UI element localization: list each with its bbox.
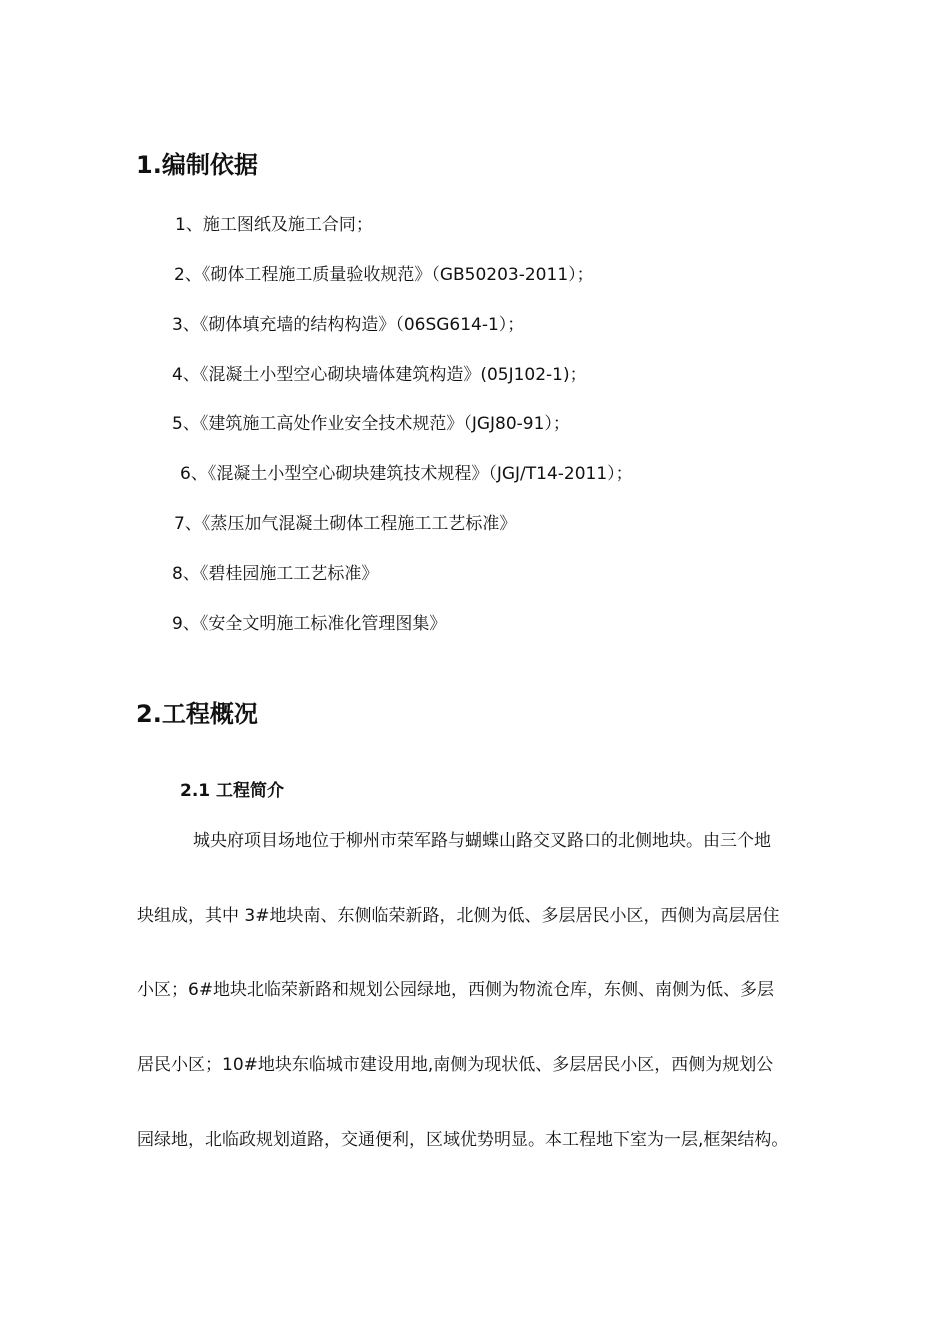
paragraph-line-3: 小区；6#地块北临荣新路和规划公园绿地，西侧为物流仓库，东侧、南侧为低、多层 <box>137 980 775 1000</box>
reference-item-6: 6、《混凝土小型空心砌块建筑技术规程》（JGJ/T14-2011）； <box>180 464 633 484</box>
paragraph-line-5: 园绿地，北临政规划道路，交通便利，区域优势明显。本工程地下室为一层,框架结构。 <box>137 1130 789 1150</box>
reference-item-5: 5、《建筑施工高处作业安全技术规范》（JGJ80-91）； <box>172 414 570 434</box>
section-1-heading: 1.编制依据 <box>136 151 258 179</box>
paragraph-line-1: 城央府项目场地位于柳州市荣军路与蝴蝶山路交叉路口的北侧地块。由三个地 <box>193 831 771 851</box>
paragraph-line-4: 居民小区；10#地块东临城市建设用地,南侧为现状低、多层居民小区，西侧为规划公 <box>137 1055 774 1075</box>
section-2-heading: 2.工程概况 <box>136 700 258 728</box>
reference-item-7: 7、《蒸压加气混凝土砌体工程施工工艺标准》 <box>174 514 517 534</box>
reference-item-9: 9、《安全文明施工标准化管理图集》 <box>172 614 447 634</box>
reference-item-3: 3、《砌体填充墙的结构构造》（06SG614-1）； <box>172 315 525 335</box>
reference-item-4: 4、《混凝土小型空心砌块墙体建筑构造》(05J102-1)； <box>172 365 587 385</box>
reference-item-2: 2、《砌体工程施工质量验收规范》（GB50203-2011）； <box>174 265 594 285</box>
paragraph-line-2: 块组成，其中 3#地块南、东侧临荣新路，北侧为低、多层居民小区，西侧为高层居住 <box>137 906 780 926</box>
reference-item-1: 1、施工图纸及施工合同； <box>175 215 373 235</box>
subsection-2-1-heading: 2.1 工程简介 <box>180 781 285 801</box>
reference-item-8: 8、《碧桂园施工工艺标准》 <box>172 564 379 584</box>
